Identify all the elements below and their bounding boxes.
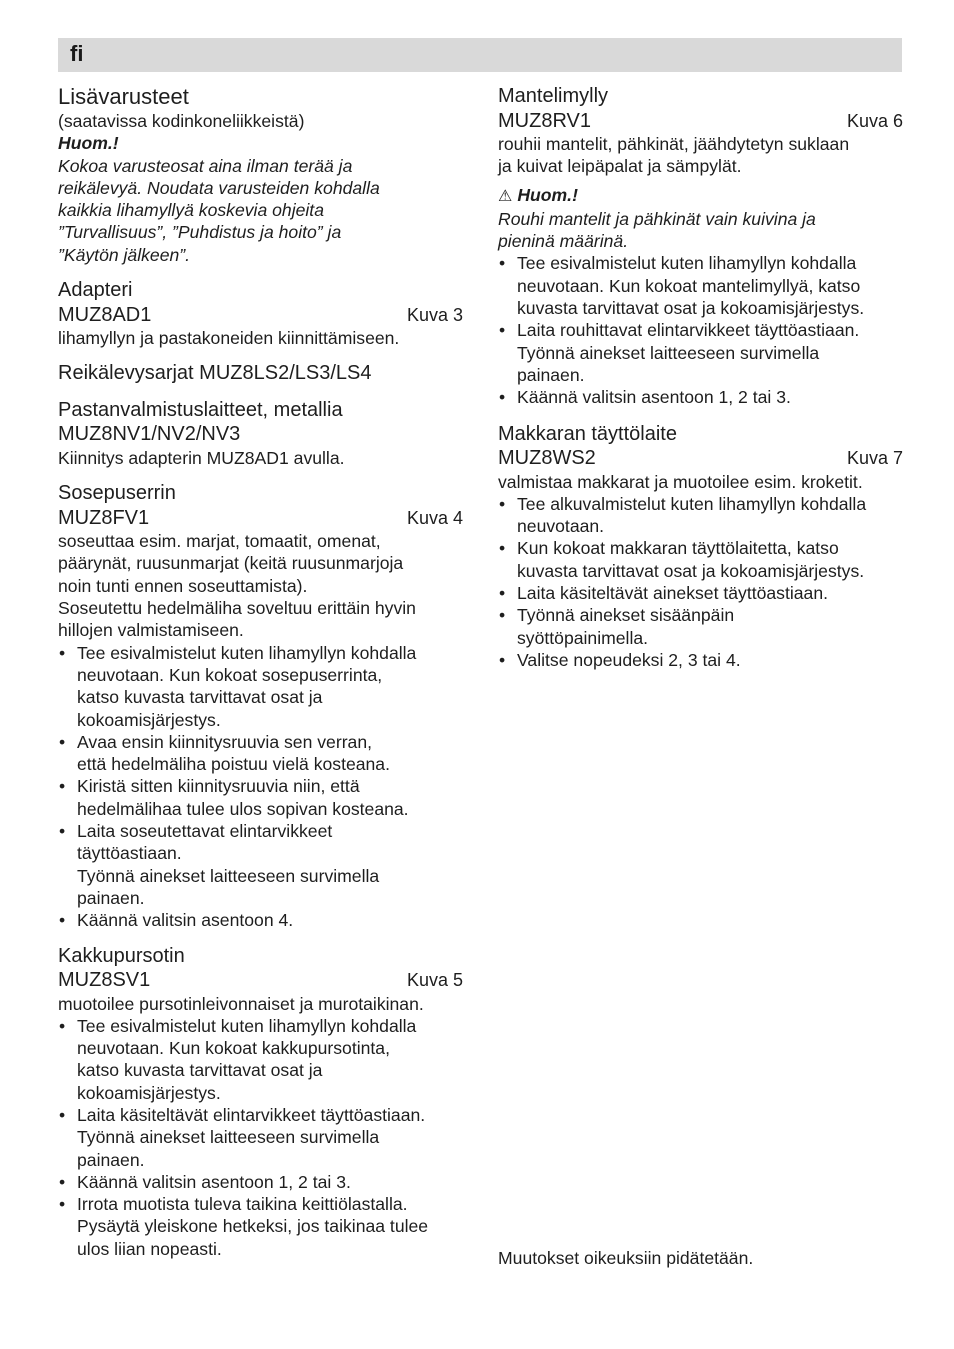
puree-description bbox=[58, 530, 463, 641]
list-item bbox=[58, 909, 463, 931]
text-line: neuvotaan. bbox=[517, 516, 605, 537]
section-title: Lisävarusteet bbox=[58, 84, 189, 109]
adapter-section bbox=[58, 278, 463, 349]
list-item bbox=[58, 731, 463, 776]
adapter-title: Adapteri bbox=[58, 279, 133, 302]
note-text bbox=[58, 155, 463, 266]
text-line: • Avaa ensin kiinnitysruuvia sen verran, bbox=[77, 731, 373, 752]
text-line: • Irrota muotista tuleva taikina keittiölastalla. bbox=[77, 1194, 408, 1215]
text-line: • Laita käsiteltävät ainekset täyttöastiaan. bbox=[517, 583, 829, 604]
cookie-model: MUZ8SV1 bbox=[58, 969, 151, 992]
text-line: • Tee esivalmistelut kuten lihamyllyn kohdalla bbox=[517, 253, 857, 274]
text-line: • Tee esivalmistelut kuten lihamyllyn kohdalla bbox=[77, 642, 417, 663]
text-line: Soseutettu hedelmäliha soveltuu erittäin hyvin bbox=[58, 598, 416, 619]
list-item bbox=[498, 582, 903, 604]
text-line: että hedelmäliha poistuu vielä kosteana. bbox=[77, 754, 390, 775]
list-item bbox=[498, 252, 903, 319]
pasta-model: MUZ8NV1/NV2/NV3 bbox=[58, 423, 241, 446]
almond-title: Mantelimylly bbox=[498, 85, 609, 107]
cookie-model-row bbox=[58, 968, 463, 993]
text-line: • Kiristä sitten kiinnitysruuvia niin, että bbox=[77, 776, 360, 797]
puree-steps bbox=[58, 642, 463, 932]
adapter-text: lihamyllyn ja pastakoneiden kiinnittämiseen. bbox=[58, 328, 400, 349]
text-line: painaen. bbox=[77, 1149, 145, 1170]
text-line: • Tee esivalmistelut kuten lihamyllyn kohdalla bbox=[77, 1015, 417, 1036]
section-subtitle: (saatavissa kodinkoneliikkeistä) bbox=[58, 111, 305, 131]
plates-section bbox=[58, 361, 463, 386]
note-line: Rouhi mantelit ja pähkinät vain kuivina ja bbox=[498, 208, 816, 229]
text-line: • Kun kokoat makkaran täyttölaitetta, katso bbox=[517, 538, 839, 559]
list-item bbox=[58, 1104, 463, 1171]
text-line: hillojen valmistamiseen. bbox=[58, 620, 244, 641]
text-line: ulos liian nopeasti. bbox=[77, 1238, 222, 1259]
note-label: Huom.! bbox=[517, 184, 578, 205]
list-item bbox=[498, 537, 903, 582]
left-column bbox=[58, 84, 463, 1260]
text-line: Työnnä ainekset laitteeseen survimella bbox=[77, 1127, 380, 1148]
sausage-figure-ref: Kuva 7 bbox=[846, 448, 903, 469]
text-line: • Työnnä ainekset sisäänpäin bbox=[517, 605, 735, 626]
puree-figure-ref: Kuva 4 bbox=[406, 507, 463, 528]
text-line: kuvasta tarvittavat osat ja kokoamisjärjestys. bbox=[517, 298, 865, 319]
list-item bbox=[58, 1193, 463, 1260]
text-line: neuvotaan. Kun kokoat sosepuserrinta, bbox=[77, 664, 383, 685]
text-line: • Käännä valitsin asentoon 1, 2 tai 3. bbox=[77, 1171, 351, 1192]
text-line: täyttöastiaan. bbox=[77, 843, 182, 864]
text-line: ja kuivat leipäpalat ja sämpylät. bbox=[498, 156, 742, 177]
list-item bbox=[58, 642, 463, 731]
text-line: • Laita käsiteltävät elintarvikkeet täyttöastiaan. bbox=[77, 1105, 426, 1125]
text-line: Työnnä ainekset laitteeseen survimella bbox=[517, 342, 820, 363]
note-line: reikälevyä. Noudata varusteiden kohdalla bbox=[58, 177, 380, 198]
language-header-bar bbox=[58, 38, 902, 72]
note-label: Huom.! bbox=[58, 133, 119, 154]
text-line: päärynät, ruusunmarjat (keitä ruusunmarjoja bbox=[58, 553, 404, 574]
text-line: painaen. bbox=[77, 887, 145, 908]
almond-model: MUZ8RV1 bbox=[498, 109, 591, 132]
puree-model-row bbox=[58, 506, 463, 531]
note-line: pieninä määrinä. bbox=[498, 231, 629, 252]
list-item bbox=[498, 649, 903, 671]
text-line: • Laita soseutettavat elintarvikkeet bbox=[77, 821, 333, 842]
note-line: kaikkia lihamyllyä koskevia ohjeita bbox=[58, 200, 324, 221]
list-item bbox=[58, 1171, 463, 1193]
text-line: • Tee alkuvalmistelut kuten lihamyllyn kohdalla bbox=[517, 493, 867, 514]
puree-title: Sosepuserrin bbox=[58, 482, 176, 505]
text-line: neuvotaan. Kun kokoat kakkupursotinta, bbox=[77, 1038, 390, 1059]
adapter-figure-ref: Kuva 3 bbox=[406, 304, 463, 325]
text-line: • Käännä valitsin asentoon 1, 2 tai 3. bbox=[517, 387, 791, 408]
pasta-title: Pastanvalmistuslaitteet, metallia bbox=[58, 398, 343, 421]
almond-description bbox=[498, 133, 903, 178]
text-line: Työnnä ainekset laitteeseen survimella bbox=[77, 865, 380, 886]
sausage-steps bbox=[498, 493, 903, 671]
text-line: katso kuvasta tarvittavat osat ja bbox=[77, 1060, 323, 1081]
list-item bbox=[498, 493, 903, 538]
text-line: • Käännä valitsin asentoon 4. bbox=[77, 910, 294, 931]
text-line: • Valitse nopeudeksi 2, 3 tai 4. bbox=[517, 649, 741, 670]
almond-figure-ref: Kuva 6 bbox=[846, 110, 903, 131]
adapter-model-row bbox=[58, 303, 463, 328]
cookie-title: Kakkupursotin bbox=[58, 944, 185, 967]
cookie-text: muotoilee pursotinleivonnaiset ja murotaikinan. bbox=[58, 993, 424, 1014]
pasta-section bbox=[58, 398, 463, 469]
text-line: neuvotaan. Kun kokoat mantelimyllyä, katso bbox=[517, 275, 861, 296]
adapter-model: MUZ8AD1 bbox=[58, 303, 152, 326]
note-line: ”Turvallisuus”, ”Puhdistus ja hoito” ja bbox=[58, 222, 342, 243]
puree-section bbox=[58, 481, 463, 931]
right-column bbox=[498, 84, 903, 671]
list-item bbox=[58, 775, 463, 820]
almond-steps bbox=[498, 252, 903, 408]
footer-note: Muutokset oikeuksiin pidätetään. bbox=[498, 1248, 754, 1268]
text-line: syöttöpainimella. bbox=[517, 627, 649, 648]
text-line: painaen. bbox=[517, 364, 585, 385]
text-line: hedelmälihaa tulee ulos sopivan kosteana. bbox=[77, 798, 409, 819]
warning-icon: ⚠ bbox=[498, 187, 513, 205]
note-line: ”Käytön jälkeen”. bbox=[58, 244, 191, 265]
sausage-title: Makkaran täyttölaite bbox=[498, 422, 677, 445]
almond-note-text bbox=[498, 208, 903, 253]
language-code: fi bbox=[70, 41, 84, 66]
text-line: kokoamisjärjestys. bbox=[77, 1082, 221, 1103]
text-line: Pysäytä yleiskone hetkeksi, jos taikinaa tulee bbox=[77, 1216, 429, 1237]
text-line: kuvasta tarvittavat osat ja kokoamisjärjestys. bbox=[517, 560, 865, 581]
text-line: rouhii mantelit, pähkinät, jäähdytetyn suklaan bbox=[498, 134, 850, 154]
almond-note-label bbox=[498, 184, 903, 208]
puree-model: MUZ8FV1 bbox=[58, 506, 150, 529]
list-item bbox=[498, 319, 903, 386]
text-line: soseuttaa esim. marjat, tomaatit, omenat, bbox=[58, 531, 381, 552]
plates-title: Reikälevysarjat MUZ8LS2/LS3/LS4 bbox=[58, 362, 372, 385]
cookie-steps bbox=[58, 1015, 463, 1260]
list-item bbox=[498, 604, 903, 649]
list-item bbox=[498, 386, 903, 408]
cookie-figure-ref: Kuva 5 bbox=[406, 970, 463, 991]
cookie-section bbox=[58, 944, 463, 1261]
list-item bbox=[58, 1015, 463, 1104]
note-line: Kokoa varusteosat aina ilman terää ja bbox=[58, 155, 353, 176]
text-line: katso kuvasta tarvittavat osat ja bbox=[77, 687, 323, 708]
text-line: kokoamisjärjestys. bbox=[77, 709, 221, 730]
list-item bbox=[58, 820, 463, 909]
text-line: • Laita rouhittavat elintarvikkeet täyttöastiaan. bbox=[517, 320, 860, 341]
text-line: noin tunti ennen soseuttamista). bbox=[58, 575, 308, 596]
sausage-model: MUZ8WS2 bbox=[498, 447, 596, 470]
almond-model-row bbox=[498, 109, 903, 134]
pasta-text: Kiinnitys adapterin MUZ8AD1 avulla. bbox=[58, 447, 345, 468]
sausage-model-row bbox=[498, 446, 903, 471]
sausage-section bbox=[498, 422, 903, 672]
almond-section bbox=[498, 84, 903, 409]
sausage-text: valmistaa makkarat ja muotoilee esim. kroketit. bbox=[498, 471, 863, 492]
